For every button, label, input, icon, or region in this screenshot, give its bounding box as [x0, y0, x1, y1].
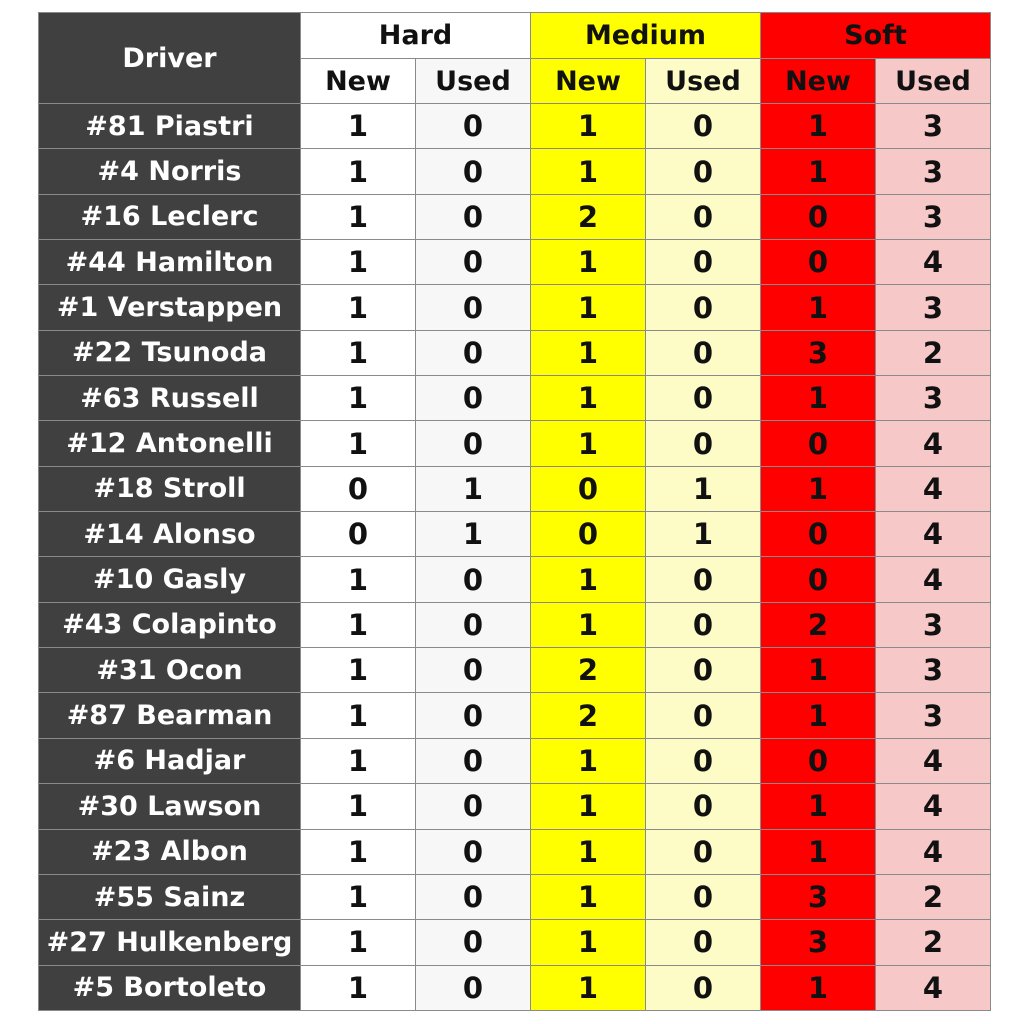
soft-used-cell: 2: [876, 920, 991, 965]
soft-new-cell: 1: [761, 104, 876, 149]
hard-used-cell: 0: [416, 920, 531, 965]
medium-used-cell: 0: [646, 149, 761, 194]
medium-used-cell: 0: [646, 602, 761, 647]
hard-new-cell: 1: [301, 693, 416, 738]
medium-new-cell: 1: [531, 602, 646, 647]
soft-used-cell: 4: [876, 512, 991, 557]
table-row: [39, 285, 991, 330]
driver-name: #18 Stroll: [39, 466, 301, 511]
medium-used-cell: 0: [646, 874, 761, 919]
medium-new-cell: 1: [531, 784, 646, 829]
medium-used-header: Used: [646, 59, 761, 104]
soft-used-cell: 3: [876, 376, 991, 421]
driver-name: #4 Norris: [39, 149, 301, 194]
hard-group-header: Hard: [301, 13, 531, 59]
table-row: [39, 104, 991, 149]
tyre-allocation-table: [38, 12, 991, 1011]
table-row: [39, 376, 991, 421]
soft-used-cell: 3: [876, 104, 991, 149]
soft-used-cell: 3: [876, 285, 991, 330]
hard-used-cell: 0: [416, 240, 531, 285]
driver-name: #22 Tsunoda: [39, 330, 301, 375]
medium-new-cell: 2: [531, 648, 646, 693]
hard-new-cell: 1: [301, 149, 416, 194]
hard-new-header: New: [301, 59, 416, 104]
soft-used-cell: 4: [876, 240, 991, 285]
soft-used-cell: 2: [876, 874, 991, 919]
hard-used-cell: 0: [416, 648, 531, 693]
table-row: [39, 194, 991, 239]
soft-used-cell: 4: [876, 557, 991, 602]
soft-new-cell: 0: [761, 738, 876, 783]
table-row: [39, 466, 991, 511]
hard-used-cell: 0: [416, 557, 531, 602]
medium-used-cell: 0: [646, 285, 761, 330]
table-header: [39, 13, 991, 104]
medium-new-cell: 1: [531, 330, 646, 375]
soft-new-header: New: [761, 59, 876, 104]
medium-used-cell: 0: [646, 557, 761, 602]
hard-used-cell: 0: [416, 693, 531, 738]
soft-used-cell: 4: [876, 738, 991, 783]
driver-name: #16 Leclerc: [39, 194, 301, 239]
soft-used-cell: 4: [876, 784, 991, 829]
hard-new-cell: 1: [301, 874, 416, 919]
soft-used-cell: 4: [876, 421, 991, 466]
medium-used-cell: 1: [646, 466, 761, 511]
medium-new-cell: 1: [531, 738, 646, 783]
medium-used-cell: 0: [646, 693, 761, 738]
table-row: [39, 784, 991, 829]
soft-new-cell: 2: [761, 602, 876, 647]
soft-used-cell: 2: [876, 330, 991, 375]
medium-used-cell: 0: [646, 194, 761, 239]
soft-used-cell: 3: [876, 194, 991, 239]
medium-used-cell: 0: [646, 376, 761, 421]
soft-new-cell: 1: [761, 965, 876, 1010]
hard-new-cell: 1: [301, 240, 416, 285]
table-row: [39, 738, 991, 783]
driver-name: #63 Russell: [39, 376, 301, 421]
hard-used-cell: 0: [416, 965, 531, 1010]
driver-name: #27 Hulkenberg: [39, 920, 301, 965]
medium-used-cell: 0: [646, 421, 761, 466]
hard-used-cell: 0: [416, 784, 531, 829]
driver-name: #44 Hamilton: [39, 240, 301, 285]
driver-name: #14 Alonso: [39, 512, 301, 557]
table-row: [39, 920, 991, 965]
hard-used-cell: 0: [416, 421, 531, 466]
hard-new-cell: 1: [301, 104, 416, 149]
hard-used-header: Used: [416, 59, 531, 104]
soft-used-header: Used: [876, 59, 991, 104]
table-row: [39, 240, 991, 285]
soft-new-cell: 1: [761, 376, 876, 421]
hard-new-cell: 0: [301, 466, 416, 511]
hard-used-cell: 0: [416, 738, 531, 783]
medium-used-cell: 0: [646, 104, 761, 149]
hard-new-cell: 1: [301, 557, 416, 602]
table-row: [39, 557, 991, 602]
medium-used-cell: 0: [646, 738, 761, 783]
soft-used-cell: 3: [876, 693, 991, 738]
soft-new-cell: 0: [761, 421, 876, 466]
soft-new-cell: 1: [761, 285, 876, 330]
medium-new-cell: 1: [531, 557, 646, 602]
driver-name: #43 Colapinto: [39, 602, 301, 647]
hard-used-cell: 0: [416, 104, 531, 149]
soft-new-cell: 3: [761, 920, 876, 965]
soft-group-header: Soft: [761, 13, 991, 59]
table-row: [39, 965, 991, 1010]
soft-new-cell: 0: [761, 512, 876, 557]
hard-used-cell: 0: [416, 149, 531, 194]
medium-used-cell: 1: [646, 512, 761, 557]
medium-new-cell: 2: [531, 693, 646, 738]
medium-used-cell: 0: [646, 965, 761, 1010]
hard-new-cell: 1: [301, 285, 416, 330]
hard-new-cell: 1: [301, 965, 416, 1010]
soft-new-cell: 1: [761, 466, 876, 511]
soft-new-cell: 0: [761, 557, 876, 602]
hard-used-cell: 0: [416, 602, 531, 647]
table-row: [39, 421, 991, 466]
hard-new-cell: 1: [301, 376, 416, 421]
tyre-allocation-table-wrapper: [38, 12, 990, 1010]
hard-new-cell: 1: [301, 330, 416, 375]
hard-new-cell: 1: [301, 648, 416, 693]
hard-used-cell: 0: [416, 194, 531, 239]
medium-new-header: New: [531, 59, 646, 104]
medium-new-cell: 1: [531, 376, 646, 421]
medium-used-cell: 0: [646, 920, 761, 965]
driver-name: #6 Hadjar: [39, 738, 301, 783]
medium-new-cell: 0: [531, 512, 646, 557]
medium-new-cell: 1: [531, 965, 646, 1010]
driver-name: #81 Piastri: [39, 104, 301, 149]
soft-used-cell: 4: [876, 829, 991, 874]
driver-name: #30 Lawson: [39, 784, 301, 829]
medium-new-cell: 1: [531, 285, 646, 330]
medium-new-cell: 1: [531, 829, 646, 874]
hard-used-cell: 0: [416, 376, 531, 421]
medium-new-cell: 2: [531, 194, 646, 239]
medium-new-cell: 1: [531, 421, 646, 466]
soft-used-cell: 3: [876, 648, 991, 693]
driver-name: #23 Albon: [39, 829, 301, 874]
soft-new-cell: 3: [761, 874, 876, 919]
table-row: [39, 149, 991, 194]
driver-column-header: Driver: [39, 13, 301, 104]
hard-new-cell: 1: [301, 920, 416, 965]
driver-name: #12 Antonelli: [39, 421, 301, 466]
table-row: [39, 829, 991, 874]
hard-new-cell: 1: [301, 738, 416, 783]
medium-new-cell: 1: [531, 874, 646, 919]
driver-name: #31 Ocon: [39, 648, 301, 693]
soft-new-cell: 0: [761, 194, 876, 239]
hard-new-cell: 0: [301, 512, 416, 557]
hard-used-cell: 0: [416, 285, 531, 330]
medium-new-cell: 1: [531, 920, 646, 965]
medium-used-cell: 0: [646, 829, 761, 874]
table-row: [39, 512, 991, 557]
medium-new-cell: 1: [531, 149, 646, 194]
medium-new-cell: 1: [531, 240, 646, 285]
driver-name: #5 Bortoleto: [39, 965, 301, 1010]
medium-used-cell: 0: [646, 240, 761, 285]
table-row: [39, 874, 991, 919]
hard-new-cell: 1: [301, 194, 416, 239]
medium-new-cell: 0: [531, 466, 646, 511]
medium-used-cell: 0: [646, 648, 761, 693]
hard-used-cell: 0: [416, 829, 531, 874]
hard-used-cell: 0: [416, 330, 531, 375]
table-row: [39, 648, 991, 693]
hard-new-cell: 1: [301, 421, 416, 466]
soft-new-cell: 1: [761, 693, 876, 738]
soft-new-cell: 1: [761, 784, 876, 829]
medium-used-cell: 0: [646, 784, 761, 829]
hard-used-cell: 0: [416, 874, 531, 919]
soft-used-cell: 3: [876, 149, 991, 194]
driver-name: #55 Sainz: [39, 874, 301, 919]
hard-new-cell: 1: [301, 602, 416, 647]
soft-new-cell: 1: [761, 648, 876, 693]
table-row: [39, 602, 991, 647]
medium-group-header: Medium: [531, 13, 761, 59]
driver-name: #87 Bearman: [39, 693, 301, 738]
medium-new-cell: 1: [531, 104, 646, 149]
soft-new-cell: 3: [761, 330, 876, 375]
soft-used-cell: 4: [876, 466, 991, 511]
soft-used-cell: 3: [876, 602, 991, 647]
table-row: [39, 693, 991, 738]
driver-name: #1 Verstappen: [39, 285, 301, 330]
hard-new-cell: 1: [301, 784, 416, 829]
table-row: [39, 330, 991, 375]
soft-used-cell: 4: [876, 965, 991, 1010]
hard-new-cell: 1: [301, 829, 416, 874]
hard-used-cell: 1: [416, 466, 531, 511]
hard-used-cell: 1: [416, 512, 531, 557]
soft-new-cell: 0: [761, 240, 876, 285]
driver-name: #10 Gasly: [39, 557, 301, 602]
table-body: [39, 104, 991, 1011]
soft-new-cell: 1: [761, 149, 876, 194]
medium-used-cell: 0: [646, 330, 761, 375]
soft-new-cell: 1: [761, 829, 876, 874]
